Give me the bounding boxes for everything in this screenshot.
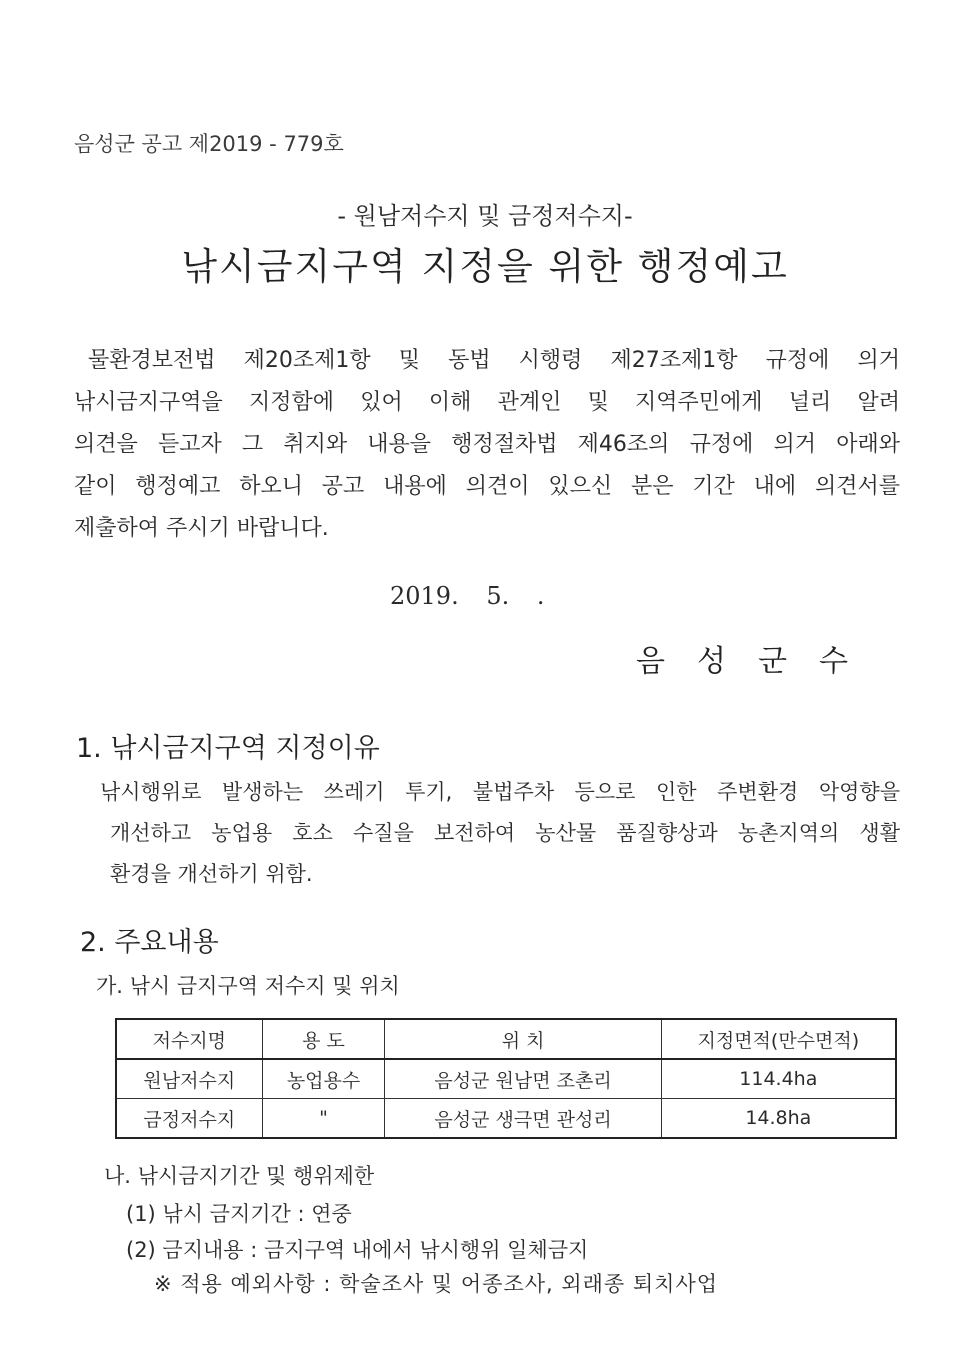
section-1-heading: 1. 낚시금지구역 지정이유	[76, 733, 380, 764]
subsection-b-heading: 나. 낚시금지기간 및 행위제한	[104, 1164, 375, 1188]
table-cell: 음성군 원남면 조촌리	[385, 1059, 661, 1099]
table-header: 저수지명	[116, 1019, 262, 1059]
section-1-body	[100, 772, 900, 895]
intro-line: 제출하여 주시기 바랍니다.	[74, 516, 329, 541]
intro-line: 의견을 듣고자 그 취지와 내용을 행정절차법 제46조의 규정에 의거 아래와	[74, 432, 900, 457]
exception-note: ※ 적용 예외사항 : 학술조사 및 어종조사, 외래종 퇴치사업	[154, 1272, 719, 1296]
table-header: 용 도	[262, 1019, 385, 1059]
notice-subtitle: - 원남저수지 및 금정저수지-	[337, 202, 633, 230]
table-cell: 원남저수지	[116, 1059, 262, 1099]
intro-paragraph	[74, 340, 900, 550]
section-1-line: 개선하고 농업용 호소 수질을 보전하여 농산물 품질향상과 농촌지역의 생활	[110, 821, 900, 845]
table-row	[116, 1059, 896, 1099]
reservoir-table	[115, 1018, 897, 1139]
section-2-heading: 2. 주요내용	[80, 927, 219, 958]
prohibition-content: (2) 금지내용 : 금지구역 내에서 낚시행위 일체금지	[126, 1238, 589, 1262]
prohibition-period: (1) 낚시 금지기간 : 연중	[126, 1202, 352, 1226]
table-header-row	[116, 1019, 896, 1059]
notice-date: 2019. 5. .	[390, 582, 545, 610]
table-header: 위 치	[385, 1019, 661, 1059]
notice-number: 음성군 공고 제2019 - 779호	[74, 132, 344, 156]
table-cell: 14.8ha	[661, 1099, 896, 1139]
table-cell: "	[262, 1099, 385, 1139]
table-cell: 금정저수지	[116, 1099, 262, 1139]
notice-title: 낚시금지구역 지정을 위한 행정예고	[181, 245, 789, 288]
intro-line: 같이 행정예고 하오니 공고 내용에 의견이 있으신 분은 기간 내에 의견서를	[74, 474, 900, 499]
intro-line: 낚시금지구역을 지정함에 있어 이해 관계인 및 지역주민에게 널리 알려	[74, 390, 900, 415]
table-header: 지정면적(만수면적)	[661, 1019, 896, 1059]
table-cell: 114.4ha	[661, 1059, 896, 1099]
table-row	[116, 1099, 896, 1139]
table-cell: 농업용수	[262, 1059, 385, 1099]
intro-line: 물환경보전법 제20조제1항 및 동법 시행령 제27조제1항 규정에 의거	[88, 348, 900, 373]
subsection-a-heading: 가. 낚시 금지구역 저수지 및 위치	[96, 974, 400, 998]
section-1-line: 환경을 개선하기 위함.	[110, 862, 313, 886]
table-cell: 음성군 생극면 관성리	[385, 1099, 661, 1139]
section-1-line: 낚시행위로 발생하는 쓰레기 투기, 불법주차 등으로 인한 주변환경 악영향을	[100, 780, 900, 804]
signer: 음성군수	[636, 644, 880, 679]
